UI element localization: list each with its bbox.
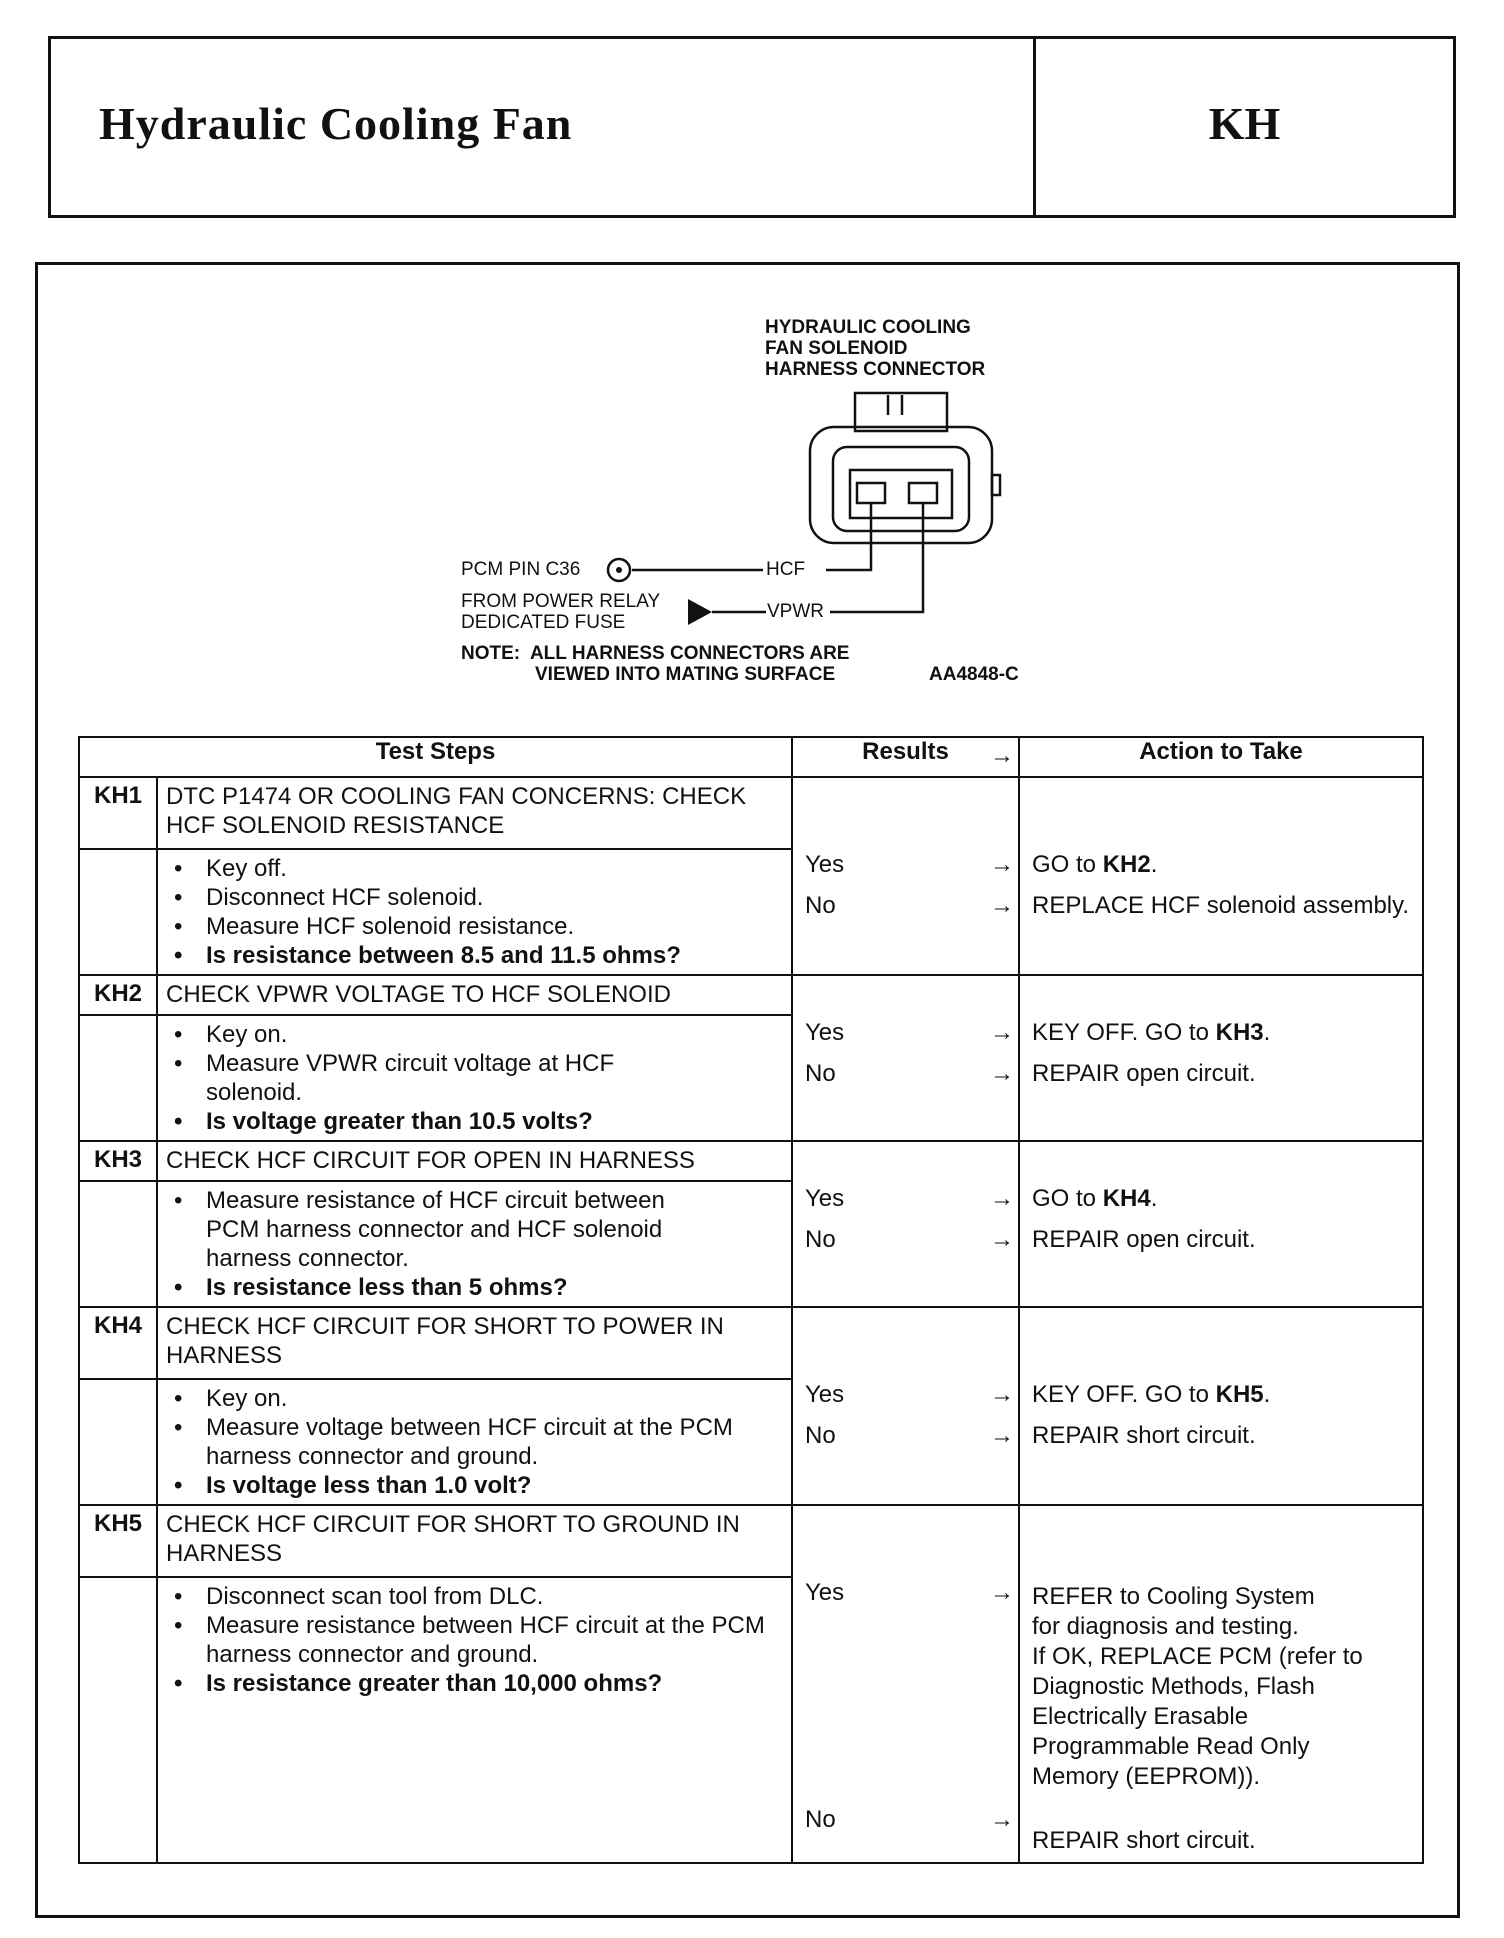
list-item: • Disconnect scan tool from DLC. — [206, 1582, 783, 1611]
action-no: REPAIR open circuit. — [1032, 1226, 1256, 1253]
table-row — [79, 1505, 1423, 1577]
dedicated-fuse-label: DEDICATED FUSE — [461, 612, 626, 633]
list-item: • Measure VPWR circuit voltage at HCF solenoid. — [206, 1049, 783, 1107]
arrow-icon: → — [990, 1019, 1014, 1046]
action-yes-line: Memory (EEPROM)). — [1032, 1763, 1260, 1790]
vpwr-wire-label: VPWR — [767, 601, 824, 622]
step-body — [157, 1577, 792, 1863]
arrow-icon: → — [990, 1185, 1014, 1212]
list-item: • Measure resistance between HCF circuit at the PCM harness connector and ground. — [206, 1611, 783, 1669]
table-header-row — [79, 737, 1423, 777]
step-results — [792, 777, 1019, 975]
step-title: DTC P1474 OR COOLING FAN CONCERNS: CHECK HCF SOLENOID RESISTANCE — [157, 777, 792, 849]
list-item: • Key on. — [206, 1020, 783, 1049]
action-yes-line: Programmable Read Only — [1032, 1733, 1310, 1760]
result-yes: Yes → — [793, 844, 1018, 885]
section-code: KH — [1208, 98, 1281, 149]
action-yes: GO to KH4. — [1032, 1185, 1158, 1212]
step-results — [792, 1505, 1019, 1863]
pin-hcf — [857, 483, 885, 503]
step-results — [792, 1307, 1019, 1505]
action-yes: KEY OFF. GO to KH3. — [1032, 1019, 1271, 1046]
action-no: REPAIR short circuit. — [1032, 1422, 1256, 1449]
arrow-icon: → — [990, 1381, 1014, 1408]
arrow-icon: → — [990, 1226, 1014, 1253]
step-title: CHECK HCF CIRCUIT FOR SHORT TO POWER IN HARNESS — [157, 1307, 792, 1379]
step-id: KH1 — [79, 777, 157, 849]
step-action — [1019, 1505, 1423, 1863]
test-steps-table — [78, 736, 1424, 1864]
header-test-steps: Test Steps — [79, 737, 792, 777]
diagram-title-1: HYDRAULIC COOLING — [765, 317, 971, 338]
step-id: KH4 — [79, 1307, 157, 1379]
arrow-icon: → — [990, 1422, 1014, 1449]
result-yes: Yes → — [793, 1374, 1018, 1415]
power-relay-label: FROM POWER RELAY — [461, 591, 661, 612]
step-id: KH2 — [79, 975, 157, 1015]
page-header — [48, 36, 1456, 218]
step-question: • Is resistance between 8.5 and 11.5 ohms? — [206, 941, 783, 970]
connector-diagram — [440, 305, 1060, 705]
step-action — [1019, 777, 1423, 975]
step-body — [157, 1015, 792, 1141]
action-yes-line: If OK, REPLACE PCM (refer to — [1032, 1643, 1363, 1670]
result-no: No → — [793, 1799, 1018, 1840]
action-no: REPAIR open circuit. — [1032, 1060, 1256, 1087]
diagram-title-2: FAN SOLENOID — [765, 338, 908, 359]
diagram-note-2: VIEWED INTO MATING SURFACE — [535, 664, 836, 685]
header-action: Action to Take — [1019, 737, 1423, 777]
step-question: • Is voltage less than 1.0 volt? — [206, 1471, 783, 1500]
action-yes-line: for diagnosis and testing. — [1032, 1613, 1299, 1640]
pcm-pin-label: PCM PIN C36 — [461, 559, 581, 580]
hcf-wire-label: HCF — [766, 559, 806, 580]
step-body — [157, 1379, 792, 1505]
result-no: No → — [793, 1415, 1018, 1456]
list-item: • Key on. — [206, 1384, 783, 1413]
result-no: No → — [793, 1053, 1018, 1094]
step-question: • Is resistance greater than 10,000 ohms? — [206, 1669, 783, 1698]
result-yes: Yes → — [793, 1572, 1018, 1613]
step-action — [1019, 1307, 1423, 1505]
result-no: No → — [793, 1219, 1018, 1260]
action-yes-line: REFER to Cooling System — [1032, 1583, 1315, 1610]
table-row — [79, 1307, 1423, 1379]
step-title: CHECK HCF CIRCUIT FOR SHORT TO GROUND IN HARNESS — [157, 1505, 792, 1577]
list-item: • Measure resistance of HCF circuit between PCM harness connector and HCF solenoid harness connector. — [206, 1186, 783, 1273]
step-id: KH3 — [79, 1141, 157, 1181]
arrow-icon: → — [990, 1579, 1014, 1606]
action-yes: GO to KH2. — [1032, 851, 1158, 878]
step-question: • Is voltage greater than 10.5 volts? — [206, 1107, 783, 1136]
step-id: KH5 — [79, 1505, 157, 1577]
result-yes: Yes → — [793, 1012, 1018, 1053]
action-yes-line: Diagnostic Methods, Flash — [1032, 1673, 1315, 1700]
arrow-icon: → — [990, 742, 1014, 769]
diagram-title-3: HARNESS CONNECTOR — [765, 359, 986, 380]
arrow-icon: → — [990, 1806, 1014, 1833]
arrow-icon: → — [990, 851, 1014, 878]
table-row — [79, 975, 1423, 1015]
list-item: • Measure HCF solenoid resistance. — [206, 912, 783, 941]
arrow-icon: → — [990, 1060, 1014, 1087]
step-results — [792, 975, 1019, 1141]
action-no: REPLACE HCF solenoid assembly. — [1032, 892, 1410, 919]
action-yes-line: Electrically Erasable — [1032, 1703, 1249, 1730]
list-item: • Key off. — [206, 854, 783, 883]
result-yes: Yes → — [793, 1178, 1018, 1219]
result-no: No → — [793, 885, 1018, 926]
step-question: • Is resistance less than 5 ohms? — [206, 1273, 783, 1302]
table-row — [79, 1141, 1423, 1181]
step-action — [1019, 1141, 1423, 1307]
list-item: • Disconnect HCF solenoid. — [206, 883, 783, 912]
step-action — [1019, 975, 1423, 1141]
pin-vpwr — [909, 483, 937, 503]
step-body — [157, 1181, 792, 1307]
action-no: REPAIR short circuit. — [1032, 1827, 1256, 1854]
page-title: Hydraulic Cooling Fan — [99, 98, 573, 149]
list-item: • Measure voltage between HCF circuit at the PCM harness connector and ground. — [206, 1413, 783, 1471]
figure-id: AA4848-C — [929, 664, 1019, 685]
step-title: CHECK VPWR VOLTAGE TO HCF SOLENOID — [157, 975, 792, 1015]
header-results: Results → — [792, 737, 1019, 777]
step-results — [792, 1141, 1019, 1307]
action-yes: KEY OFF. GO to KH5. — [1032, 1381, 1271, 1408]
step-title: CHECK HCF CIRCUIT FOR OPEN IN HARNESS — [157, 1141, 792, 1181]
table-row — [79, 777, 1423, 849]
arrow-icon: → — [990, 892, 1014, 919]
step-body — [157, 849, 792, 975]
diagram-note-1: NOTE: ALL HARNESS CONNECTORS ARE — [461, 643, 850, 664]
